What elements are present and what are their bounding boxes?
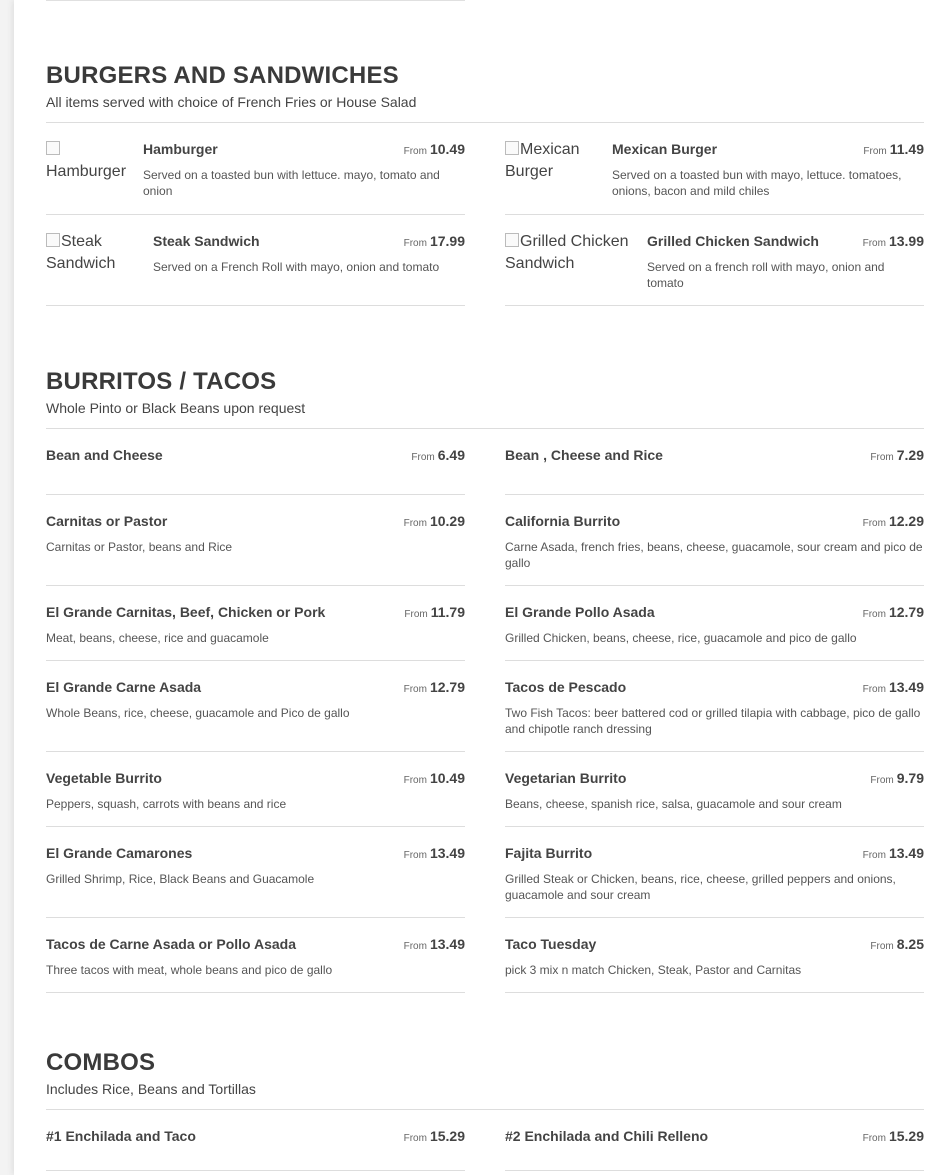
menu-item[interactable] <box>505 827 924 918</box>
item-description: pick 3 mix n match Chicken, Steak, Pastor and Carnitas <box>505 963 802 977</box>
item-image-alt: Mexican Burger <box>505 141 580 180</box>
item-name[interactable]: Vegetable Burrito <box>46 770 162 786</box>
menu-item[interactable] <box>46 1110 465 1171</box>
menu-item[interactable] <box>505 1110 924 1171</box>
item-name[interactable]: El Grande Camarones <box>46 845 193 861</box>
price-from-label: From <box>403 775 427 786</box>
price-amount: 10.29 <box>429 513 465 529</box>
item-image[interactable] <box>46 231 153 275</box>
price-amount: 10.49 <box>429 141 465 157</box>
item-price <box>863 233 924 251</box>
broken-image-icon <box>46 233 60 247</box>
item-description: Peppers, squash, carrots with beans and rice <box>46 797 287 811</box>
item-price <box>863 604 924 622</box>
menu-item[interactable] <box>46 586 465 661</box>
item-name[interactable]: Tacos de Pescado <box>505 679 627 695</box>
item-price <box>870 936 924 954</box>
item-description: Beans, cheese, spanish rice, salsa, guacamole and sour cream <box>505 797 842 811</box>
price-from-label: From <box>862 1133 886 1144</box>
item-description: Served on a french roll with mayo, onion and tomato <box>647 260 885 290</box>
item-price <box>404 1128 465 1146</box>
price-from-label: From <box>403 1133 427 1144</box>
item-description: Whole Beans, rice, cheese, guacamole and Pico de gallo <box>46 706 350 720</box>
menu-item[interactable] <box>46 827 465 918</box>
price-from-label: From <box>404 609 428 620</box>
price-amount: 15.29 <box>888 1128 924 1144</box>
section-burritos-tacos <box>46 368 924 977</box>
price-amount: 13.49 <box>888 845 924 861</box>
item-price <box>411 447 465 465</box>
section-title: BURGERS AND SANDWICHES <box>46 62 399 89</box>
item-name[interactable]: Bean , Cheese and Rice <box>505 447 663 463</box>
item-name[interactable]: Hamburger <box>143 141 218 157</box>
price-from-label: From <box>870 941 894 952</box>
item-name[interactable]: Taco Tuesday <box>505 936 597 952</box>
item-image[interactable] <box>46 139 143 183</box>
price-amount: 13.49 <box>429 936 465 952</box>
menu-item[interactable] <box>505 918 924 993</box>
item-price <box>863 1128 924 1146</box>
menu-item[interactable] <box>505 215 924 306</box>
price-amount: 12.29 <box>888 513 924 529</box>
item-name[interactable]: El Grande Carne Asada <box>46 679 202 695</box>
price-amount: 17.99 <box>429 233 465 249</box>
item-description: Two Fish Tacos: beer battered cod or grilled tilapia with cabbage, pico de gallo and chipotle ranch dressing <box>505 706 921 736</box>
item-description: Three tacos with meat, whole beans and pico de gallo <box>46 963 333 977</box>
price-amount: 13.99 <box>888 233 924 249</box>
item-price <box>863 141 924 159</box>
price-from-label: From <box>403 684 427 695</box>
item-image[interactable] <box>505 139 612 183</box>
item-name[interactable]: #2 Enchilada and Chili Relleno <box>505 1128 709 1144</box>
previous-item-divider <box>46 0 465 1</box>
price-amount: 6.49 <box>437 447 465 463</box>
menu-item[interactable] <box>505 661 924 752</box>
item-description: Meat, beans, cheese, rice and guacamole <box>46 631 269 645</box>
item-price <box>404 141 465 159</box>
item-description: Served on a toasted bun with mayo, lettuce. tomatoes, onions, bacon and mild chiles <box>612 168 902 198</box>
item-description: Served on a toasted bun with lettuce. mayo, tomato and onion <box>143 168 440 198</box>
menu-item[interactable] <box>46 661 465 752</box>
item-price <box>863 513 924 531</box>
section-subtitle: Includes Rice, Beans and Tortillas <box>46 1081 256 1097</box>
price-from-label: From <box>870 452 894 463</box>
item-name[interactable]: Carnitas or Pastor <box>46 513 168 529</box>
price-amount: 15.29 <box>429 1128 465 1144</box>
price-from-label: From <box>411 452 435 463</box>
item-name[interactable]: El Grande Carnitas, Beef, Chicken or Pork <box>46 604 326 620</box>
item-name[interactable]: Bean and Cheese <box>46 447 163 463</box>
item-price <box>863 679 924 697</box>
item-name[interactable]: Steak Sandwich <box>153 233 260 249</box>
price-amount: 11.49 <box>889 141 924 157</box>
price-amount: 13.49 <box>888 679 924 695</box>
item-price <box>404 845 465 863</box>
item-name[interactable]: Fajita Burrito <box>505 845 593 861</box>
price-from-label: From <box>403 238 427 249</box>
item-name[interactable]: El Grande Pollo Asada <box>505 604 655 620</box>
menu-item[interactable] <box>46 752 465 827</box>
price-from-label: From <box>870 775 894 786</box>
menu-page <box>14 0 950 1175</box>
price-from-label: From <box>403 850 427 861</box>
item-name[interactable]: Grilled Chicken Sandwich <box>647 233 819 249</box>
item-description: Grilled Shrimp, Rice, Black Beans and Guacamole <box>46 872 315 886</box>
item-name[interactable]: #1 Enchilada and Taco <box>46 1128 196 1144</box>
price-amount: 9.79 <box>896 770 924 786</box>
price-from-label: From <box>863 146 887 157</box>
price-amount: 12.79 <box>888 604 924 620</box>
price-from-label: From <box>403 518 427 529</box>
item-price <box>404 679 465 697</box>
section-title: COMBOS <box>46 1049 156 1076</box>
menu-item[interactable] <box>46 215 465 306</box>
broken-image-icon <box>505 233 519 247</box>
price-amount: 13.49 <box>429 845 465 861</box>
price-amount: 7.29 <box>896 447 924 463</box>
section-title: BURRITOS / TACOS <box>46 368 277 395</box>
item-description: Served on a French Roll with mayo, onion and tomato <box>153 260 440 274</box>
menu-item[interactable] <box>46 918 465 993</box>
item-image-alt: Grilled Chicken Sandwich <box>505 233 629 272</box>
item-description: Carne Asada, french fries, beans, cheese, guacamole, sour cream and pico de gallo <box>505 540 923 570</box>
item-price <box>404 513 465 531</box>
item-price <box>870 447 924 465</box>
price-amount: 10.49 <box>429 770 465 786</box>
price-from-label: From <box>862 238 886 249</box>
price-from-label: From <box>403 146 427 157</box>
price-from-label: From <box>403 941 427 952</box>
item-description: Grilled Steak or Chicken, beans, rice, cheese, grilled peppers and onions, guacamole and sour cream <box>505 872 896 902</box>
menu-item[interactable] <box>46 123 465 215</box>
item-price <box>404 233 465 251</box>
item-image-alt: Steak Sandwich <box>46 233 116 272</box>
price-amount: 12.79 <box>429 679 465 695</box>
price-amount: 11.79 <box>430 604 465 620</box>
section-subtitle: All items served with choice of French Fries or House Salad <box>46 94 417 110</box>
section-subtitle: Whole Pinto or Black Beans upon request <box>46 400 306 416</box>
item-price <box>870 770 924 788</box>
item-name[interactable]: Tacos de Carne Asada or Pollo Asada <box>46 936 297 952</box>
menu-item[interactable] <box>505 123 924 215</box>
item-image[interactable] <box>505 231 647 275</box>
broken-image-icon <box>505 141 519 155</box>
broken-image-icon <box>46 141 60 155</box>
price-from-label: From <box>862 518 886 529</box>
menu-item[interactable] <box>505 586 924 661</box>
menu-item[interactable] <box>505 752 924 827</box>
menu-item[interactable] <box>505 429 924 495</box>
item-name[interactable]: Mexican Burger <box>612 141 718 157</box>
item-name[interactable]: California Burrito <box>505 513 621 529</box>
item-price <box>863 845 924 863</box>
section-burgers-sandwiches <box>46 62 924 290</box>
section-combos <box>46 1049 924 1144</box>
item-name[interactable]: Vegetarian Burrito <box>505 770 627 786</box>
item-price <box>404 936 465 954</box>
item-image-alt: Hamburger <box>46 163 127 180</box>
menu-item[interactable] <box>46 429 465 495</box>
menu-item[interactable] <box>46 495 465 586</box>
item-description: Grilled Chicken, beans, cheese, rice, guacamole and pico de gallo <box>505 631 857 645</box>
item-price <box>404 770 465 788</box>
price-amount: 8.25 <box>896 936 924 952</box>
menu-item[interactable] <box>505 495 924 586</box>
item-price <box>404 604 465 622</box>
price-from-label: From <box>862 684 886 695</box>
price-from-label: From <box>862 609 886 620</box>
item-description: Carnitas or Pastor, beans and Rice <box>46 540 233 554</box>
price-from-label: From <box>862 850 886 861</box>
